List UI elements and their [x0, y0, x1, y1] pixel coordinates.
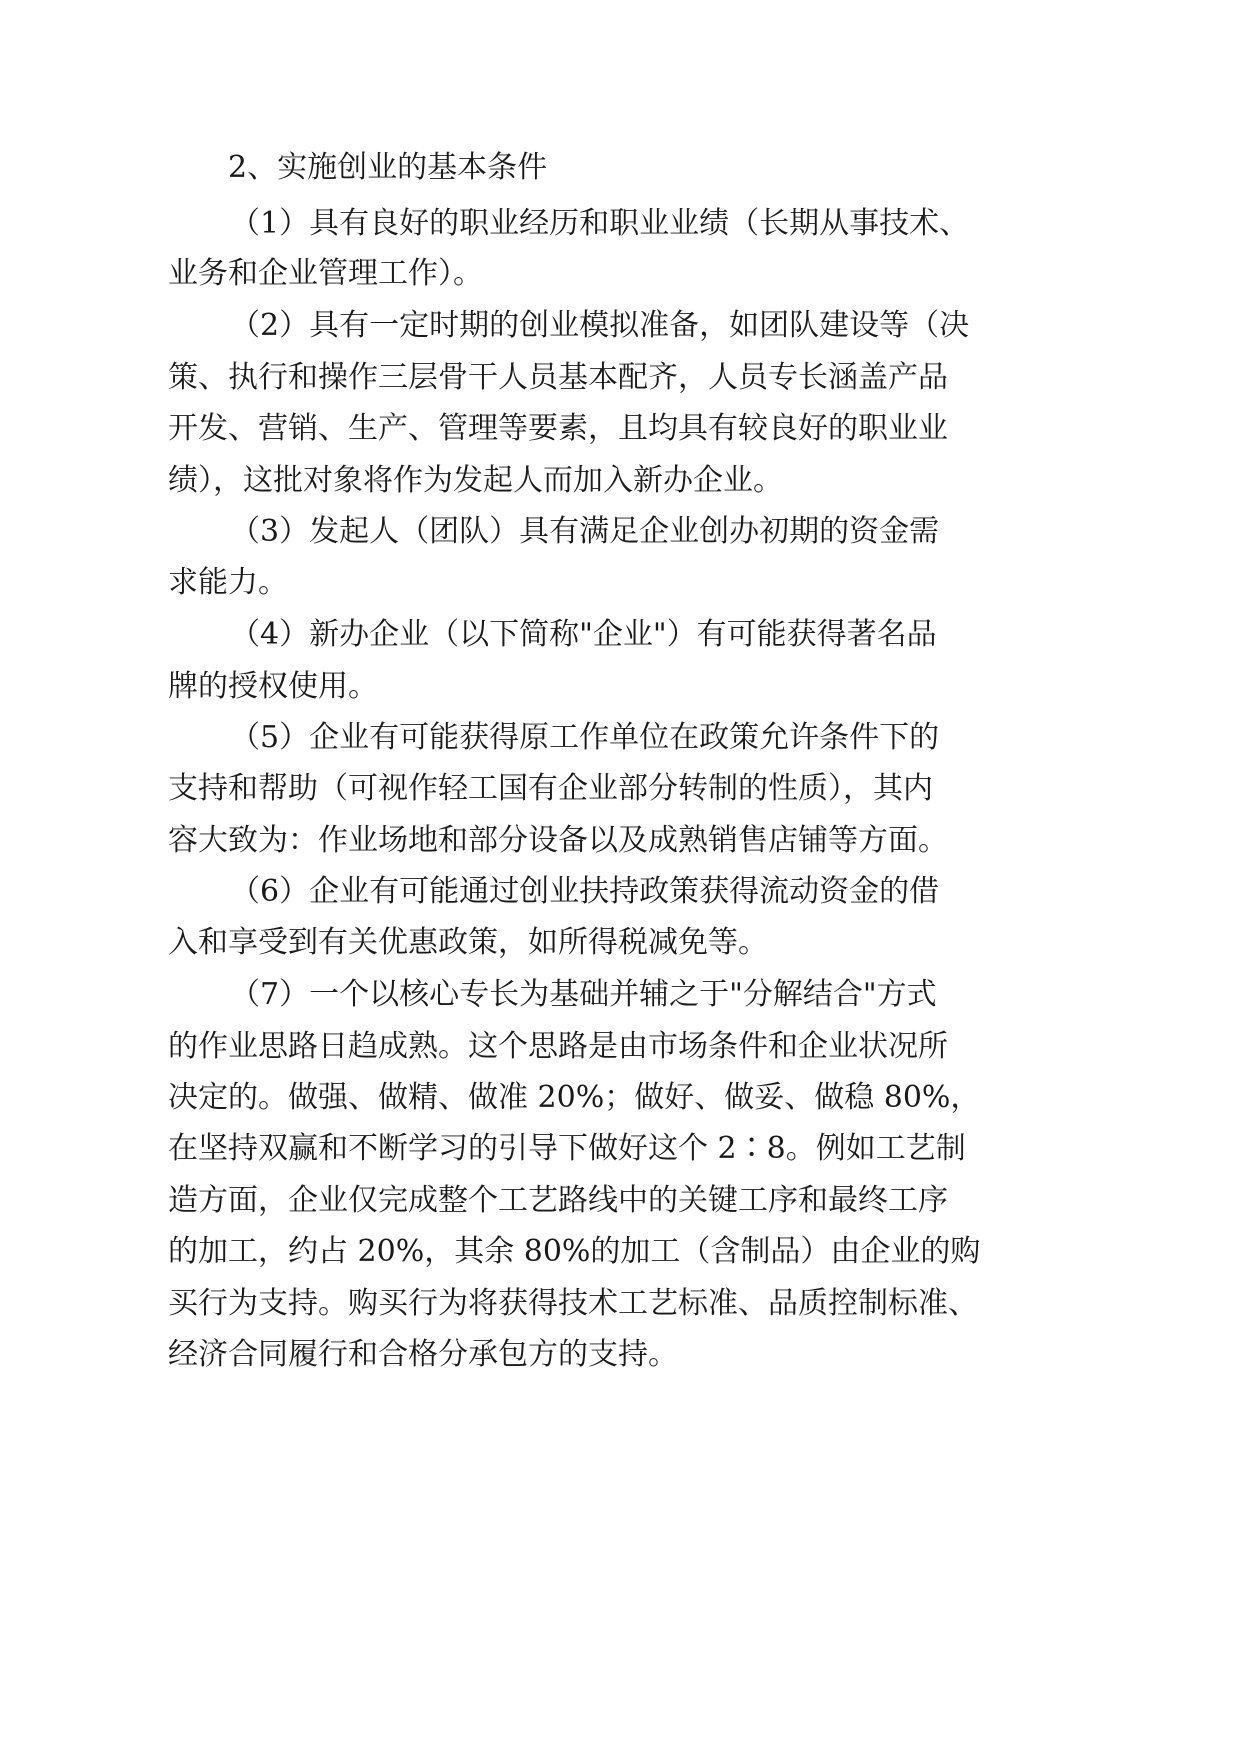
text-line-content: 造方面，企业仅完成整个工艺路线中的关键工序和最终工序: [168, 1183, 948, 1218]
section-heading: [0, 138, 1241, 198]
text-line-content: 决定的。做强、做精、做准 20%；做好、做妥、做稳 80%，: [168, 1080, 981, 1115]
text-line: [0, 399, 1241, 459]
text-line-content: 容大致为：作业场地和部分设备以及成熟销售店铺等方面。: [168, 823, 948, 858]
text-line: [0, 1325, 1241, 1385]
text-line-content: 在坚持双赢和不断学习的引导下做好这个 2∶8。例如工艺制: [168, 1131, 966, 1166]
text-line-content: 买行为支持。购买行为将获得技术工艺标准、品质控制标准、: [168, 1286, 978, 1321]
text-line-content: 的加工，约占 20%，其余 80%的加工（含制品）由企业的购: [168, 1234, 981, 1269]
text-line: [0, 1222, 1241, 1282]
text-line-content: 支持和帮助（可视作轻工国有企业部分转制的性质），其内: [168, 771, 933, 806]
text-line: [0, 296, 1241, 356]
text-line-content: 绩），这批对象将作为发起人而加入新办企业。: [168, 463, 783, 498]
text-line: [0, 759, 1241, 819]
text-line-content: 策、执行和操作三层骨干人员基本配齐，人员专长涵盖产品: [168, 360, 948, 395]
text-line-content: 的作业思路日趋成熟。这个思路是由市场条件和企业状况所: [168, 1029, 948, 1064]
text-line: [0, 1119, 1241, 1179]
text-line-content: 求能力。: [168, 565, 288, 600]
text-line-content: （7）一个以核心专长为基础并辅之于"分解结合"方式: [230, 977, 937, 1012]
text-line-content: 经济合同履行和合格分承包方的支持。: [168, 1337, 678, 1372]
text-line-content: 入和享受到有关优惠政策，如所得税减免等。: [168, 925, 768, 960]
text-line: [0, 965, 1241, 1025]
text-line: [0, 244, 1241, 304]
section-heading-text: 2、实施创业的基本条件: [228, 150, 548, 185]
text-line-content: （4）新办企业（以下简称"企业"）有可能获得著名品: [230, 617, 937, 652]
text-line-content: 牌的授权使用。: [168, 669, 378, 704]
text-line-content: （5）企业有可能获得原工作单位在政策允许条件下的: [230, 720, 940, 755]
text-line-content: 业务和企业管理工作）。: [168, 256, 483, 291]
text-line-content: （1）具有良好的职业经历和职业业绩（长期从事技术、: [230, 206, 970, 241]
text-line: [0, 553, 1241, 613]
text-line-content: 开发、营销、生产、管理等要素，且均具有较良好的职业业: [168, 411, 948, 446]
text-line-content: （6）企业有可能通过创业扶持政策获得流动资金的借: [230, 874, 940, 909]
text-line: [0, 913, 1241, 973]
text-line: [0, 605, 1241, 665]
text-line-content: （2）具有一定时期的创业模拟准备，如团队建设等（决: [230, 308, 970, 343]
text-line-content: （3）发起人（团队）具有满足企业创办初期的资金需: [230, 514, 940, 549]
